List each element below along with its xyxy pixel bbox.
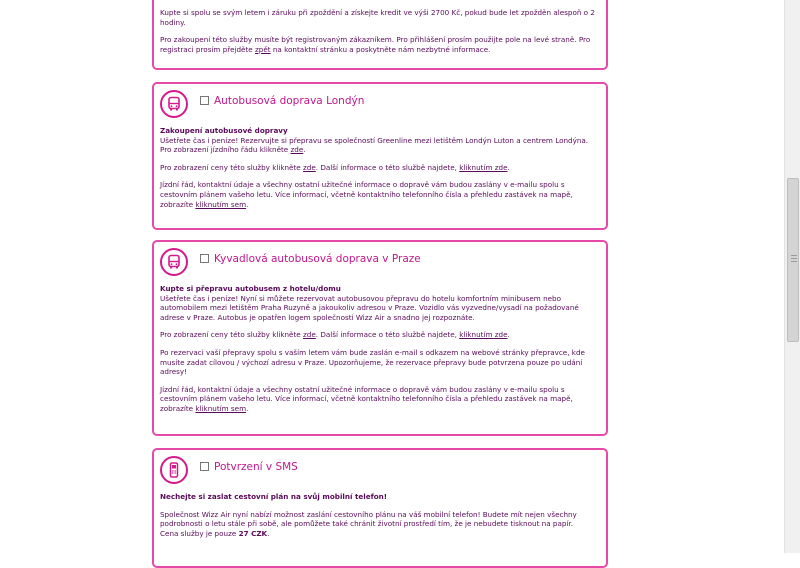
london-bus-checkbox[interactable] xyxy=(200,96,209,105)
prague-shuttle-checkbox[interactable] xyxy=(200,254,209,263)
grip-line xyxy=(791,258,797,259)
delay-guarantee-box xyxy=(152,0,608,70)
prague-shuttle-address-note: Po rezervaci vaší přepravy spolu s vaším letem vám bude zaslán e-mail s odkazem na webové stránky přepravce, kde musíte zadat cílovou / výchozí adresu v Praze. Upozorňujeme, že rezervace přepravy bude potvrzena pouze po udání adresy! xyxy=(160,347,585,377)
prague-shuttle-info-text: Jízdní řád, kontaktní údaje a všechny ostatní užitečné informace o dopravě vám budou zaslány v e-mailu spolu s cestovním plánem vašeho letu. Více informací, včetně kontaktního telefonního čísla a přehledu zastávek na mapě, zobrazíte kliknutím sem. xyxy=(160,384,573,413)
sms-confirmation-body xyxy=(160,492,600,546)
registration-note: Pro zakoupení této služby musíte být registrovaným zákazníkem. Pro přihlášení prosím použijte pole na levé straně. Pro registraci prosím přejděte zpět na kontaktní stránku a poskytněte nám nezbytné informace. xyxy=(160,35,591,54)
details-link[interactable]: kliknutím sem xyxy=(195,199,247,209)
prague-shuttle-title: Kyvadlová autobusová doprava v Praze xyxy=(214,253,421,265)
timetable-link[interactable]: zde xyxy=(290,145,304,155)
more-info-link[interactable]: kliknutím zde xyxy=(459,162,508,172)
sms-confirmation-title: Potvrzení v SMS xyxy=(214,461,298,473)
delay-guarantee-body xyxy=(160,8,600,62)
london-bus-price-text: Pro zobrazení ceny této služby klikněte zde. Další informace o této službě najdete, kliknutím zde. xyxy=(160,162,510,172)
london-bus-text: Ušetřete čas i peníze! Rezervujte si přepravu se společností Greenline mezi letištěm Londýn Luton a centrem Londýna. Pro zobrazení jízdního řádu klikněte zde. xyxy=(160,135,589,155)
sms-price: 27 CZK xyxy=(238,528,268,538)
grip-line xyxy=(791,255,797,256)
sms-confirmation-text: Společnost Wizz Air nyní nabízí možnost zaslání cestovního plánu na váš mobilní telefon! Budete mít nejen všechny podrobnosti o letu stále při sobě, ale pomůžete také chránit životní prostředí tím, že je nebudete tisknout na papír. xyxy=(160,509,577,529)
london-bus-info-text: Jízdní řád, kontaktní údaje a všechny ostatní užitečné informace o dopravě vám budou zaslány v e-mailu spolu s cestovním plánem vašeho letu. Více informací, včetně kontaktního telefonního čísla a přehledu zastávek na mapě, zobrazíte kliknutím sem. xyxy=(160,180,573,209)
details-link[interactable]: kliknutím sem xyxy=(195,403,247,413)
sms-confirmation-box xyxy=(152,448,608,568)
bus-icon xyxy=(160,90,188,118)
london-bus-body xyxy=(160,126,600,217)
vertical-scrollbar[interactable] xyxy=(784,0,800,553)
sms-confirmation-checkbox[interactable] xyxy=(200,462,209,471)
delay-guarantee-text: Kupte si spolu se svým letem i záruku při zpoždění a získejte kredit ve výši 2700 Kč, pokud bude let zpožděn alespoň o 2 hodiny. xyxy=(160,8,595,27)
prague-shuttle-price-text: Pro zobrazení ceny této služby klikněte zde. Další informace o této službě najdete, kliknutím zde. xyxy=(160,330,510,340)
price-link[interactable]: zde xyxy=(303,162,316,172)
london-bus-title: Autobusová doprava Londýn xyxy=(214,95,365,107)
price-link[interactable]: zde xyxy=(303,330,316,340)
london-bus-box xyxy=(152,82,608,230)
sms-price-text: Cena služby je pouze 27 CZK. xyxy=(160,528,270,538)
sms-confirmation-heading: Nechejte si zaslat cestovní plán na svůj mobilní telefon! xyxy=(160,492,388,501)
prague-shuttle-box xyxy=(152,240,608,436)
prague-shuttle-heading: Kupte si přepravu autobusem z hotelu/domu xyxy=(160,284,341,293)
scrollbar-thumb[interactable] xyxy=(787,178,799,342)
mobile-phone-icon xyxy=(160,456,188,484)
back-link[interactable]: zpět xyxy=(255,44,271,54)
grip-line xyxy=(791,261,797,262)
london-bus-heading: Zakoupení autobusové dopravy xyxy=(160,126,288,135)
prague-shuttle-text: Ušetřete čas i peníze! Nyní si můžete rezervovat autobusovou přepravu do hotelu komfortním minibusem nebo automobilem mezi letištěm Praha Ruzyně a jakoukoliv adresou v Praze. Vozidlo vás vyzvedne/vysadí na požadované adrese v Praze. Autobus je opatřen logem společnosti Wizz Air a snadno jej rozpoznáte. xyxy=(160,293,579,322)
bus-icon xyxy=(160,248,188,276)
more-info-link[interactable]: kliknutím zde xyxy=(459,330,508,340)
prague-shuttle-body xyxy=(160,284,600,422)
